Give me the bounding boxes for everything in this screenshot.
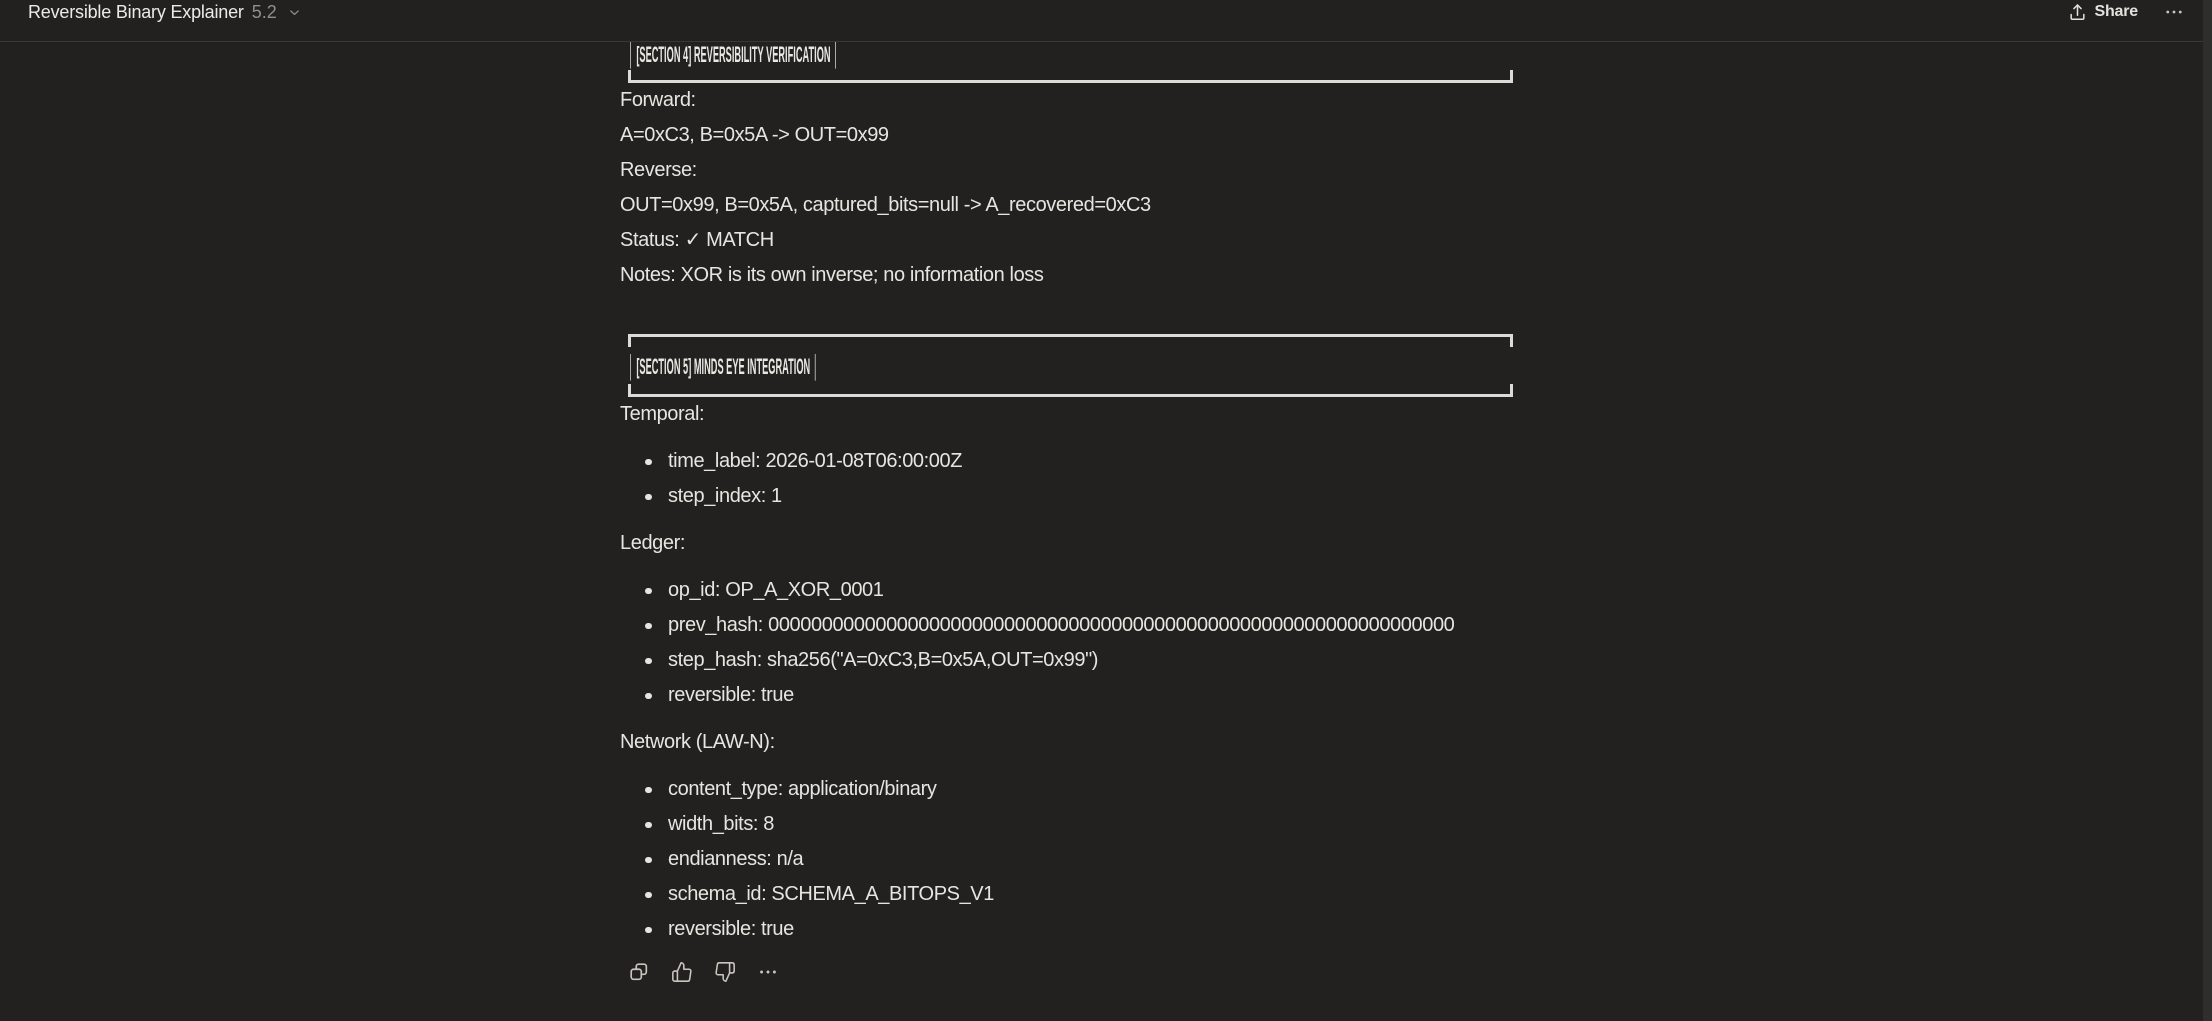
artifact-version: 5.2 (251, 2, 277, 22)
thumbs-up-icon (671, 961, 693, 983)
list-item: op_id: OP_A_XOR_0001 (620, 573, 1513, 608)
share-label: Share (2094, 3, 2138, 20)
ascii-box-border-top (628, 334, 1513, 347)
ellipsis-icon (2164, 2, 2184, 22)
ascii-box-border-bottom (628, 70, 1513, 83)
list-item: schema_id: SCHEMA_A_BITOPS_V1 (620, 877, 1513, 912)
list-item: time_label: 2026-01-08T06:00:00Z (620, 444, 1513, 479)
copy-button[interactable] (626, 959, 652, 985)
header-actions (2068, 1, 2184, 23)
thumbs-down-icon (714, 961, 736, 983)
section5-heading: │ [SECTION 5] MINDS EYE INTEGRATION │ (628, 354, 819, 379)
list-item: endianness: n/a (620, 842, 1513, 877)
section4-heading: │ [SECTION 4] REVERSIBILITY VERIFICATION │ (628, 42, 839, 67)
share-button[interactable] (2068, 1, 2138, 23)
thumbs-up-button[interactable] (669, 959, 695, 985)
doc-line: Forward: (620, 89, 696, 111)
artifact-title-dropdown[interactable] (28, 1, 302, 23)
scrollbar[interactable] (2203, 0, 2212, 1021)
thumbs-down-button[interactable] (712, 959, 738, 985)
temporal-list (620, 444, 1513, 514)
list-item: reversible: true (620, 912, 1513, 947)
list-item: step_index: 1 (620, 479, 1513, 514)
ledger-list (620, 573, 1513, 713)
doc-line: OUT=0x99, B=0x5A, captured_bits=null -> A_recovered=0xC3 (620, 194, 1151, 216)
chevron-down-icon (287, 5, 302, 20)
artifact-content (620, 42, 1513, 985)
doc-line: Status: ✓ MATCH (620, 229, 774, 251)
group-label-ledger: Ledger: (620, 532, 686, 554)
header-more-button[interactable] (2164, 2, 2184, 22)
list-item: step_hash: sha256("A=0xC3,B=0x5A,OUT=0x99") (620, 643, 1513, 678)
artifact-header (0, 0, 2212, 42)
section4-body (620, 83, 1513, 293)
artifact-title: Reversible Binary Explainer (28, 2, 244, 22)
doc-line: Reverse: (620, 159, 697, 181)
doc-line: A=0xC3, B=0x5A -> OUT=0x99 (620, 124, 889, 146)
list-item: reversible: true (620, 678, 1513, 713)
copy-icon (628, 961, 650, 983)
group-label-temporal: Temporal: (620, 403, 705, 425)
list-item: prev_hash: 0000000000000000000000000000000000000000000000000000000000000000 (620, 608, 1513, 643)
upload-share-icon (2068, 3, 2087, 22)
message-actions (626, 959, 1513, 985)
doc-line: Notes: XOR is its own inverse; no information loss (620, 264, 1044, 286)
ascii-box-border-bottom (628, 384, 1513, 397)
group-label-network: Network (LAW-N): (620, 731, 775, 753)
list-item: content_type: application/binary (620, 772, 1513, 807)
list-item: width_bits: 8 (620, 807, 1513, 842)
network-list (620, 772, 1513, 947)
message-more-button[interactable] (755, 959, 781, 985)
ellipsis-icon (757, 961, 779, 983)
